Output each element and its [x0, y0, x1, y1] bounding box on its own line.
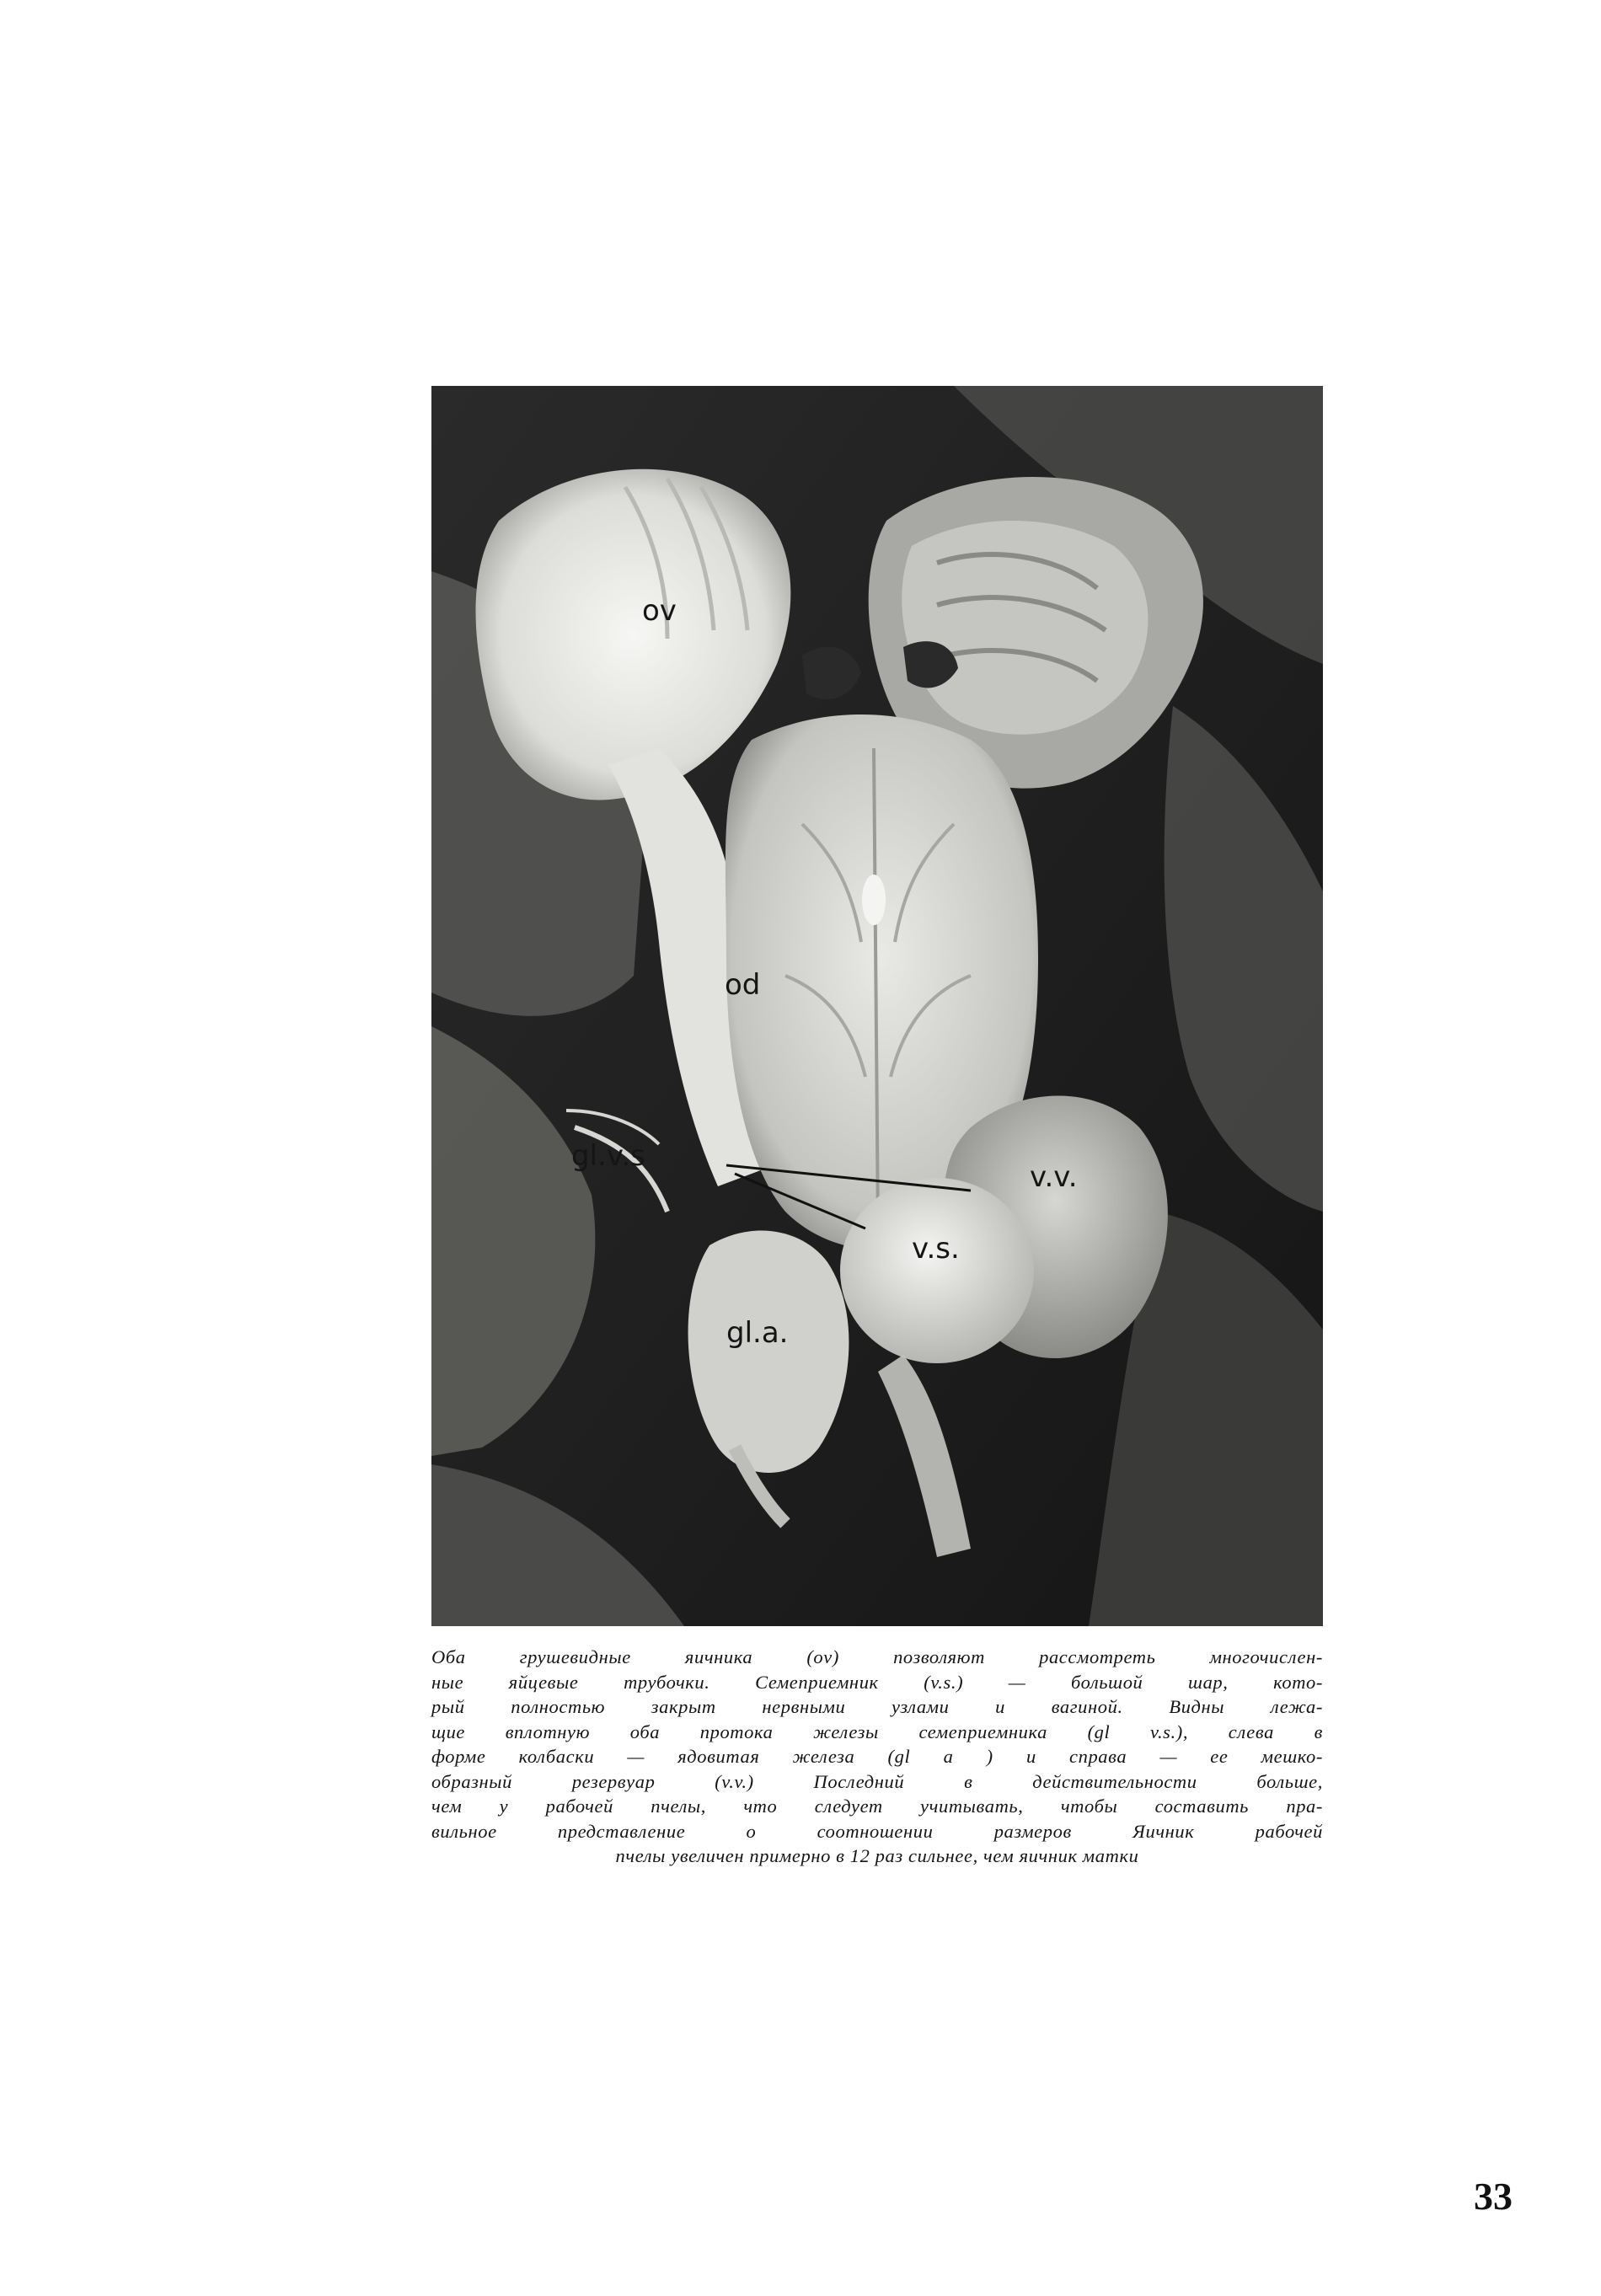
- caption-line: чем у рабочей пчелы, что следует учитывать, чтобы составить пра-: [431, 1796, 1323, 1817]
- label-gl-vs: gl.v.s: [571, 1139, 645, 1173]
- label-vs: v.s.: [912, 1232, 960, 1266]
- caption-line: ные яйцевые трубочки. Семеприемник (v.s.) — большой шар, кото-: [431, 1671, 1323, 1693]
- caption-line: образный резервуар (v.v.) Последний в действительности больше,: [431, 1770, 1323, 1792]
- label-gla: gl.a.: [726, 1316, 789, 1350]
- label-vv: v.v.: [1030, 1160, 1078, 1194]
- dissection-photograph: [431, 386, 1323, 1626]
- figure-caption: [431, 1645, 1323, 1869]
- label-ov: ov: [642, 594, 677, 628]
- label-od: od: [725, 968, 761, 1002]
- caption-line: пчелы увеличен примерно в 12 раз сильнее, чем яичник матки: [615, 1845, 1139, 1866]
- caption-line: щие вплотную оба протока железы семеприемника (gl v.s.), слева в: [431, 1721, 1323, 1742]
- photograph-illustration: [431, 386, 1323, 1626]
- caption-line: рый полностью закрыт нервными узлами и вагиной. Видны лежа-: [431, 1696, 1323, 1717]
- caption-line: вильное представление о соотношении размеров Яичник рабочей: [431, 1820, 1323, 1842]
- caption-line: Оба грушевидные яичника (ov) позволяют рассмотреть многочислен-: [431, 1646, 1323, 1667]
- caption-line: форме колбаски — ядовитая железа (gl a ) и справа — ее мешко-: [431, 1746, 1323, 1767]
- page-number: 33: [1474, 2175, 1513, 2218]
